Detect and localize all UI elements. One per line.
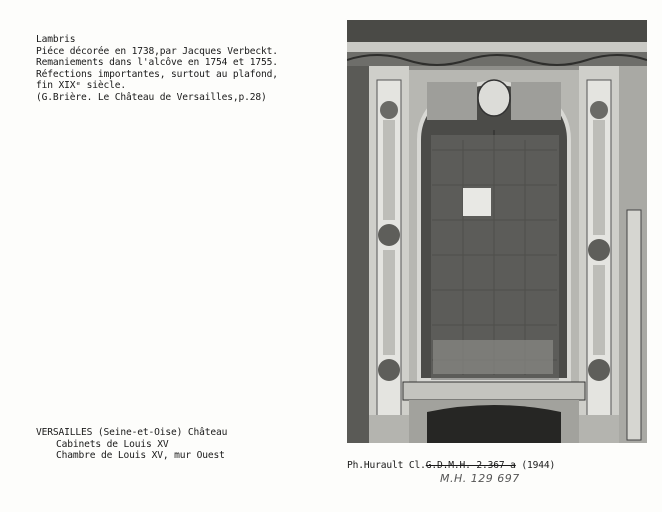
description-line: Remaniements dans l'alcôve en 1754 et 1755. [36, 57, 278, 69]
paneling-photo-illustration [347, 20, 647, 443]
description-block [36, 34, 278, 104]
credit-year: (1944) [515, 460, 556, 471]
photograph [347, 20, 647, 443]
location-line: Cabinets de Louis XV [56, 438, 169, 450]
description-line: fin XIXᵉ siècle. [36, 80, 127, 92]
description-line: (G.Brière. Le Château de Versailles,p.28) [36, 91, 267, 103]
location-line: VERSAILLES (Seine-et-Oise) Château [36, 427, 228, 438]
credit-prefix: Ph.Hurault Cl. [347, 460, 426, 471]
credit-struck-ref: G.D.M.H. 2.367 a [425, 460, 516, 471]
handwritten-reference: M.H. 129 697 [440, 472, 520, 485]
description-line: Piéce décorée en 1738,par Jacques Verbeckt. [36, 45, 278, 57]
photo-credit [347, 460, 555, 472]
description-line: Réfections importantes, surtout au plafond, [36, 68, 278, 80]
location-line: Chambre de Louis XV, mur Ouest [56, 450, 225, 462]
location-block [36, 427, 227, 462]
description-line: Lambris [36, 34, 76, 45]
